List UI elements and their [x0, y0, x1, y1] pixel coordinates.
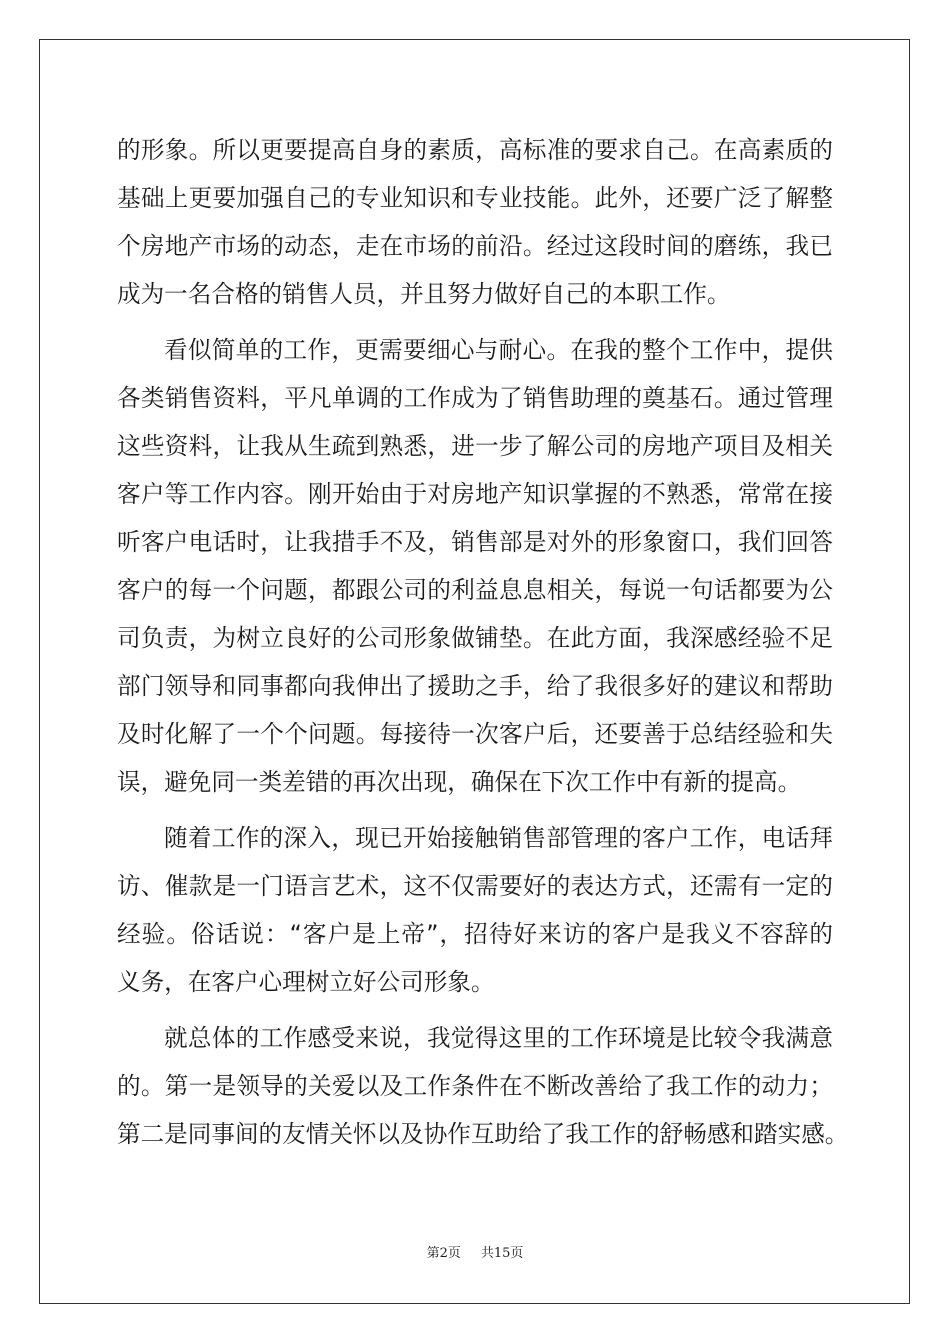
- text-line: 各类销售资料，平凡单调的工作成为了销售助理的奠基石。通过管理: [117, 384, 833, 412]
- text-line: 客户等工作内容。刚开始由于对房地产知识掌握的不熟悉，常常在接: [117, 480, 833, 508]
- page-total: 共15页: [480, 1246, 524, 1261]
- text-line: 随着工作的深入，现已开始接触销售部管理的客户工作，电话拜: [164, 824, 833, 852]
- text-line: 看似简单的工作，更需要细心与耐心。在我的整个工作中，提供: [164, 336, 833, 364]
- text-line: 的形象。所以更要提高自身的素质，高标准的要求自己。在高素质的: [117, 136, 833, 164]
- text-line: 经验。俗话说：“客户是上帝”，招待好来访的客户是我义不容辞的: [117, 920, 833, 948]
- text-line: 听客户电话时，让我措手不及，销售部是对外的形象窗口，我们回答: [117, 528, 833, 556]
- text-line: 客户的每一个问题，都跟公司的利益息息相关，每说一句话都要为公: [117, 576, 833, 604]
- text-line: 及时化解了一个个问题。每接待一次客户后，还要善于总结经验和失: [117, 720, 833, 748]
- text-line: 的。第一是领导的关爱以及工作条件在不断改善给了我工作的动力；: [117, 1072, 833, 1100]
- text-line: 第二是同事间的友情关怀以及协作互助给了我工作的舒畅感和踏实感。: [117, 1120, 849, 1148]
- text-line: 部门领导和同事都向我伸出了援助之手，给了我很多好的建议和帮助: [117, 672, 833, 700]
- text-line: 基础上更要加强自己的专业知识和专业技能。此外，还要广泛了解整: [117, 184, 833, 212]
- text-line: 司负责，为树立良好的公司形象做铺垫。在此方面，我深感经验不足: [117, 624, 833, 652]
- text-line: 这些资料，让我从生疏到熟悉，进一步了解公司的房地产项目及相关: [117, 432, 833, 460]
- page-footer: [0, 1245, 950, 1263]
- text-line: 义务，在客户心理树立好公司形象。: [117, 968, 495, 996]
- text-line: 访、催款是一门语言艺术，这不仅需要好的表达方式，还需有一定的: [117, 872, 833, 900]
- text-line: 个房地产市场的动态，走在市场的前沿。经过这段时间的磨练，我已: [117, 232, 833, 260]
- text-line: 就总体的工作感受来说，我觉得这里的工作环境是比较令我满意: [164, 1024, 833, 1052]
- page-number: 第2页: [426, 1246, 461, 1261]
- text-line: 误，避免同一类差错的再次出现，确保在下次工作中有新的提高。: [117, 768, 802, 796]
- text-line: 成为一名合格的销售人员，并且努力做好自己的本职工作。: [117, 280, 731, 308]
